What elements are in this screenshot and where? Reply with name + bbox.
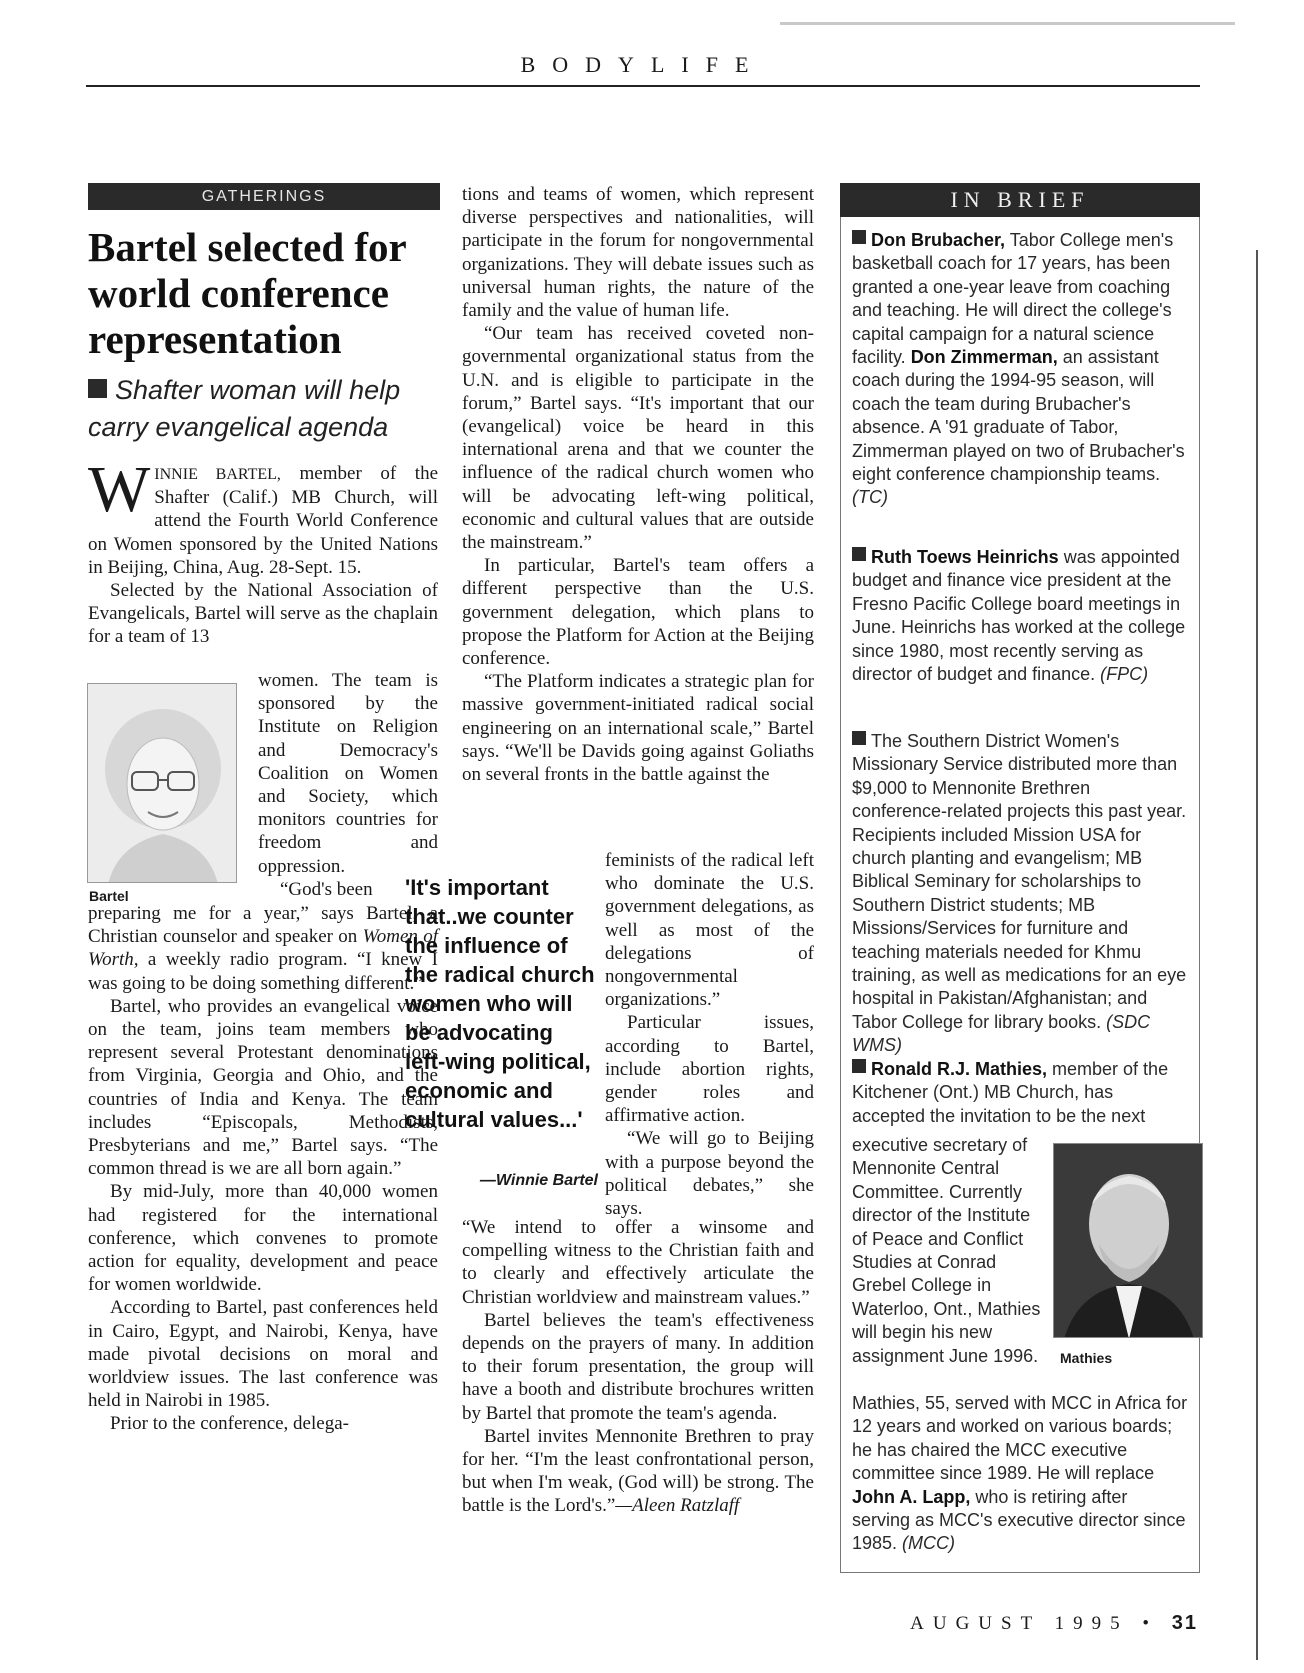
article-column-1-bottom [88, 902, 438, 1436]
photo-caption: Bartel [89, 888, 129, 904]
article-column-2-top [462, 183, 814, 786]
brief-text: was appointed budget and finance vice president at the Fresno Pacific College board meetings in June. Heinrichs has worked at the college since 1980, most recently serving as director of budget and finance. [852, 547, 1186, 685]
lead-caps: INNIE BARTEL, [154, 466, 281, 483]
section-header: BODYLIFE [520, 52, 766, 77]
brief-source: (TC) [852, 487, 888, 508]
paragraph: According to Bartel, past conferences held in Cairo, Egypt, and Nairobi, Kenya, have made pivotal decisions on moral and worldview issues. The last conference was held in Nairobi in 1985. [88, 1297, 438, 1412]
bullet-square-icon [852, 1059, 866, 1073]
paragraph-text: member of the Shafter (Calif.) MB Church, will attend the Fourth World Conference on Women sponsored by the United Nations in Beijing, China, Aug. 28-Sept. 15. [88, 463, 438, 578]
in-brief-label-bar: IN BRIEF [840, 183, 1200, 217]
person-name: Don Zimmerman, [910, 347, 1058, 368]
issue-date: AUGUST 1995 [910, 1613, 1129, 1634]
bullet-square-icon [852, 230, 866, 244]
pull-quote: 'It's important that..we counter the influence of the radical church women who will be advocating left-wing political, economic and cultural values...' [405, 875, 595, 1132]
brief-item-brubacher [852, 229, 1190, 510]
paragraph: “We intend to offer a winsome and compelling witness to the Christian faith and to clearly and effectively articulate the Christian worldview and mainstream values.” [462, 1217, 814, 1308]
byline: —Aleen Ratzlaff [615, 1495, 740, 1517]
paragraph [88, 453, 438, 579]
brief-text: member of the Kitchener (Ont.) MB Church, has accepted the invitation to be the next [852, 1059, 1169, 1126]
paragraph-text: a weekly radio program. “I knew I was going to be doing something different.” [88, 949, 438, 994]
header-rule [86, 85, 1200, 87]
footer-bullet: • [1142, 1613, 1158, 1634]
brief-text: The Southern District Women's Missionary Service distributed more than $9,000 to Mennonite Brethren conference-related projects this past year. Recipients included Mission USA for church planting and evangelism; MB Biblical Seminary for scholarships to Southern District students; MB Missions/Services for furniture and teaching materials needed for Khmu training, as well as medications for an eye hospital in Pakistan/Afghanistan; and Tabor College for library books. [852, 731, 1187, 1032]
person-name: Don Brubacher, [871, 230, 1006, 250]
paragraph: Bartel believes the team's effectiveness depends on the prayers of many. In addition to their forum presentation, the group will have a booth and distribute brochures written by Bartel that promote the team's agenda. [462, 1309, 814, 1424]
photo-caption: Mathies [1060, 1350, 1113, 1366]
paragraph: “We will go to Beijing with a purpose beyond the political debates,” she says. [605, 1128, 814, 1220]
paragraph: Prior to the conference, delega- [110, 1413, 349, 1435]
brief-item-heinrichs [852, 546, 1190, 686]
gatherings-label-bar: GATHERINGS [88, 183, 440, 210]
pull-quote-attribution: —Winnie Bartel [479, 1172, 598, 1189]
brief-text: Tabor College men's basketball coach for 17 years, has been granted a one-year leave from coaching and teaching. He will direct the college's capital campaign for a natural science facility. [852, 230, 1174, 368]
bullet-square-icon [852, 731, 866, 745]
bullet-square-icon [852, 547, 866, 561]
article-column-1-wrap [258, 669, 438, 901]
article-column-1-top [88, 453, 438, 649]
paragraph-text: Bartel invites Mennonite Brethren to pray for her. “I'm the least confrontational person, but when I'm weak, (God will) be strong. The battle is the Lord's.” [462, 1425, 814, 1517]
drop-cap: W [88, 453, 151, 526]
brief-source: (FPC) [1100, 664, 1149, 685]
brief-item-mathies [852, 1058, 1190, 1128]
bartel-photo [87, 683, 237, 883]
article-column-2-narrow [605, 849, 814, 1220]
paragraph: Selected by the National Association of Evangelicals, Bartel will serve as the chaplain for a team of 13 [88, 580, 438, 648]
paragraph: women. The team is sponsored by the Institute on Religion and Democracy's Coalition on Women and Society, which monitors countries for freedom and oppression. [258, 670, 438, 877]
article-column-2-bottom [462, 1216, 814, 1518]
paragraph: tions and teams of women, which represent diverse perspectives and nationalities, will participate in the forum for nongovernmental organizations. They will debate issues such as universal human rights, the nature of the family and the value of human life. [462, 184, 814, 322]
paragraph: By mid-July, more than 40,000 women had registered for the international conference, which convenes to promote action for equality, development and peace for women worldwide. [88, 1181, 438, 1296]
brief-source: (SDC WMS) [852, 1011, 1151, 1056]
brief-text: an assistant coach during the 1994-95 season, will coach the team during Brubacher's absence. A '91 graduate of Tabor, Zimmerman played on two of Brubacher's eight conference championship teams. [852, 347, 1185, 485]
article-deck [88, 372, 448, 446]
brief-source: (MCC) [902, 1533, 956, 1554]
person-name: John A. Lapp, [852, 1486, 971, 1507]
mathies-photo [1053, 1143, 1203, 1338]
person-name: Ruth Toews Heinrichs [871, 547, 1059, 567]
paragraph-text: preparing me for a year,” says Bartel, a Christian counselor and speaker on [88, 903, 438, 948]
article-headline: Bartel selected for world conference representation [88, 224, 406, 362]
paragraph: “Our team has received coveted non-governmental organizational status from the U.N. and is eligible to participate in the forum,” Bartel says. “It's important that our (evangelical) voice be heard in this international arena and that we counter the influence of the radical church women who will be advocating left-wing political, economic and cultural values that are outside the mainstream.” [462, 323, 814, 554]
deck-text: Shafter woman will help carry evangelical agenda [88, 375, 401, 442]
paragraph [88, 902, 438, 995]
header-decoration-rule [780, 22, 1235, 25]
page-edge-rule [1256, 250, 1258, 1660]
paragraph: “God's been [280, 878, 373, 900]
paragraph: Particular issues, according to Bartel, include abortion rights, gender roles and affirmative action. [605, 1012, 814, 1127]
brief-item-mathies-wrap: executive secretary of Mennonite Central Committee. Currently director of the Institute of Peace and Conflict Studies at Conrad Grebel College in Waterloo, Ont., Mathies will begin his new assignment June 1996. [852, 1135, 1041, 1366]
bullet-square-icon [88, 379, 107, 398]
page-footer [858, 1612, 1198, 1635]
paragraph: In particular, Bartel's team offers a different perspective than the U.S. government delegation, which plans to propose the Platform for Action at the Beijing conference. [462, 555, 814, 670]
paragraph: feminists of the radical left who dominate the U.S. government delegations, as well as most of the delegations of nongovernmental organizations.” [605, 850, 814, 1011]
brief-text: who is retiring after serving as MCC's executive director since 1985. [852, 1486, 1186, 1554]
paragraph: “The Platform indicates a strategic plan for massive government-initiated radical social engineering on an international scale,” Bartel says. “We'll be Davids going against Goliaths on several fronts in the battle against the [462, 671, 814, 786]
portrait-image [1054, 1144, 1203, 1338]
portrait-image [88, 684, 237, 883]
radio-program-title: Women of Worth, [88, 926, 438, 971]
paragraph: Bartel, who provides an evangelical voice on the team, joins team members who represent several Protestant denominations from Virginia, Georgia and Ohio, and the countries of India and Kenya. The team includes “Episcopals, Methodists, Presbyterians and me,” Bartel says. “The common thread is we are all born again.” [88, 995, 438, 1180]
person-name: Ronald R.J. Mathies, [871, 1059, 1048, 1079]
brief-text: Mathies, 55, served with MCC in Africa for 12 years and worked on various boards; he has chaired the MCC executive committee since 1989. He will replace [852, 1393, 1188, 1484]
page-number: 31 [1171, 1612, 1198, 1634]
brief-item-womens-missionary-service [852, 730, 1190, 1058]
paragraph [462, 1425, 814, 1518]
brief-item-mathies-bottom [852, 1392, 1190, 1556]
